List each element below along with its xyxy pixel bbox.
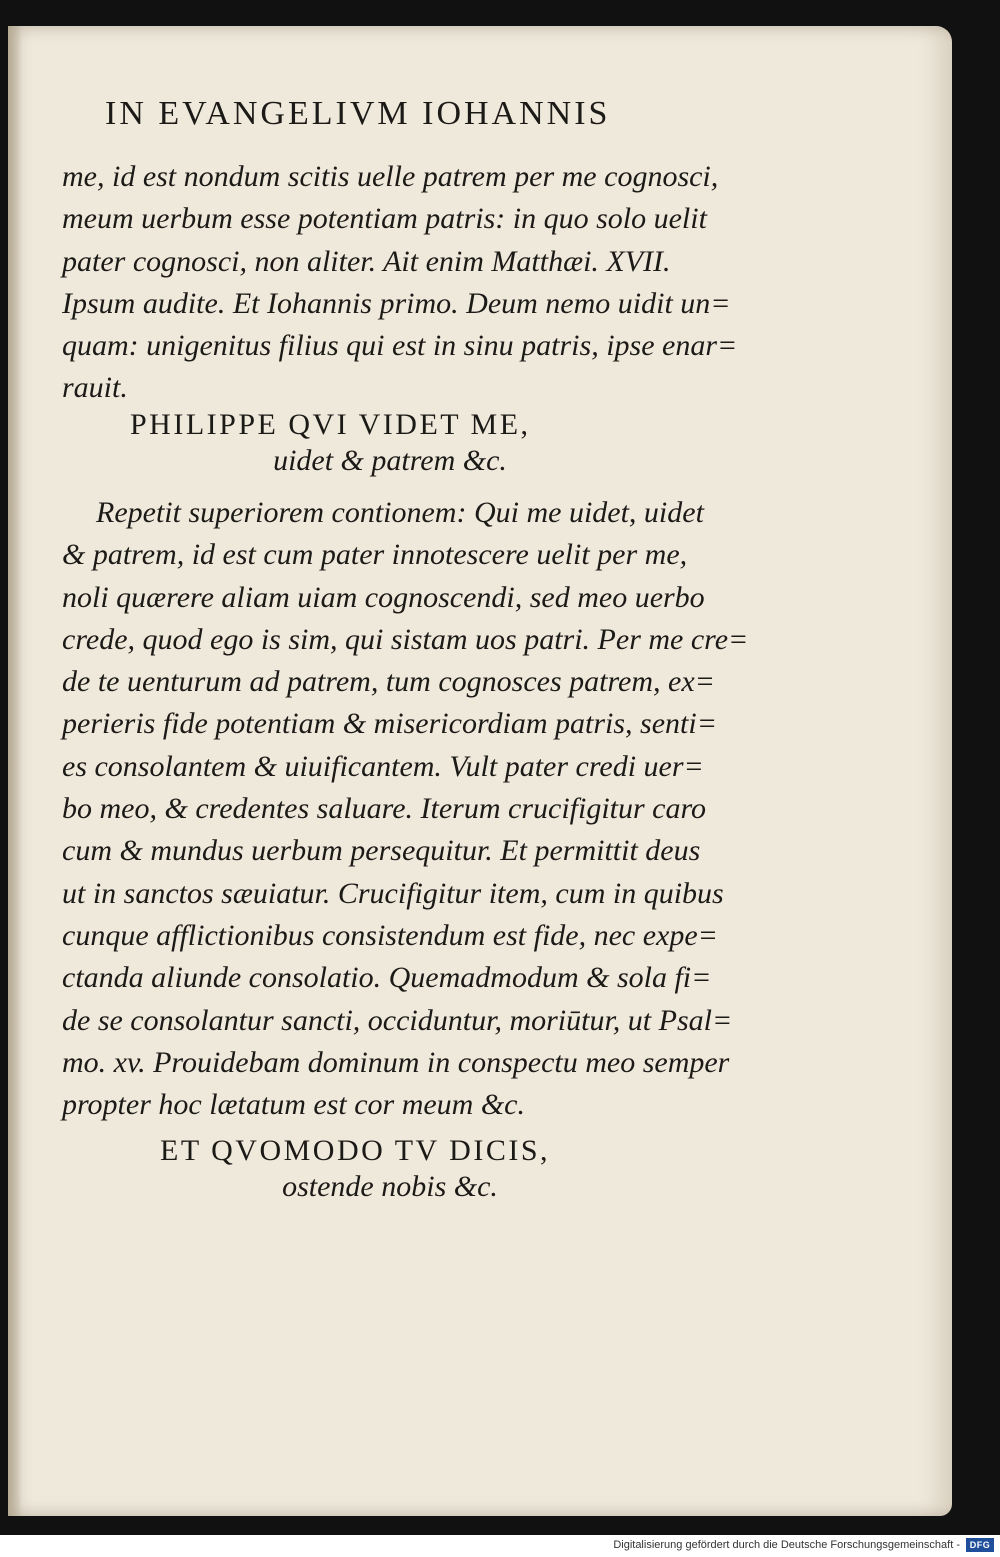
dfg-logo-icon: DFG	[966, 1538, 994, 1552]
text-line: mo. xv. Prouidebam dominum in conspectu meo semper	[62, 1045, 730, 1079]
text-line: crede, quod ego is sim, qui sistam uos patri. Per me cre=	[62, 622, 749, 656]
text-line: pater cognosci, non aliter. Ait enim Matthæi. XVII.	[62, 244, 671, 278]
heading-caps: PHILIPPE QVI VIDET ME,	[130, 408, 531, 441]
text-line: perieris fide potentiam & misericordiam patris, senti=	[62, 707, 717, 741]
text-line: & patrem, id est cum pater innotescere uelit per me,	[62, 538, 688, 572]
heading-subline: uidet & patrem &c.	[273, 444, 507, 477]
text-line: me, id est nondum scitis uelle patrem per me cognosci,	[62, 160, 719, 193]
footer-bar	[0, 1535, 1000, 1557]
section-heading-1	[130, 408, 650, 478]
text-line: quam: unigenitus filius qui est in sinu patris, ipse enar=	[62, 329, 738, 363]
section-heading-2	[160, 1134, 620, 1204]
text-line: rauit.	[62, 371, 128, 405]
text-line: ut in sanctos sæuiatur. Crucifigitur item, cum in quibus	[62, 876, 724, 910]
text-line: Ipsum audite. Et Iohannis primo. Deum nemo uidit un=	[62, 286, 731, 320]
text-line: cunque afflictionibus consistendum est fide, nec expe=	[62, 918, 718, 952]
text-line: Repetit superiorem contionem: Qui me uidet, uidet	[96, 496, 704, 529]
heading-subline: ostende nobis &c.	[282, 1170, 498, 1203]
paragraph-2	[62, 492, 752, 1126]
text-line: ctanda aliunde consolatio. Quemadmodum & sola fi=	[62, 961, 712, 995]
text-line: noli quærere aliam uiam cognoscendi, sed meo uerbo	[62, 580, 705, 614]
text-line: meum uerbum esse potentiam patris: in quo solo uelit	[62, 202, 707, 236]
text-line: de se consolantur sancti, occiduntur, moriūtur, ut Psal=	[62, 1003, 733, 1037]
running-head: IN EVANGELIVM IOHANNIS	[105, 95, 611, 132]
text-line: cum & mundus uerbum persequitur. Et permittit deus	[62, 834, 701, 868]
funding-notice: Digitalisierung gefördert durch die Deutsche Forschungsgemeinschaft -	[613, 1539, 960, 1551]
paragraph-1	[62, 156, 752, 410]
text-line: propter hoc lætatum est cor meum &c.	[62, 1088, 525, 1122]
heading-caps: ET QVOMODO TV DICIS,	[160, 1134, 551, 1167]
text-line: es consolantem & uiuificantem. Vult pater credi uer=	[62, 749, 704, 783]
text-line: bo meo, & credentes saluare. Iterum crucifigitur caro	[62, 792, 707, 826]
text-line: de te uenturum ad patrem, tum cognosces patrem, ex=	[62, 665, 715, 699]
